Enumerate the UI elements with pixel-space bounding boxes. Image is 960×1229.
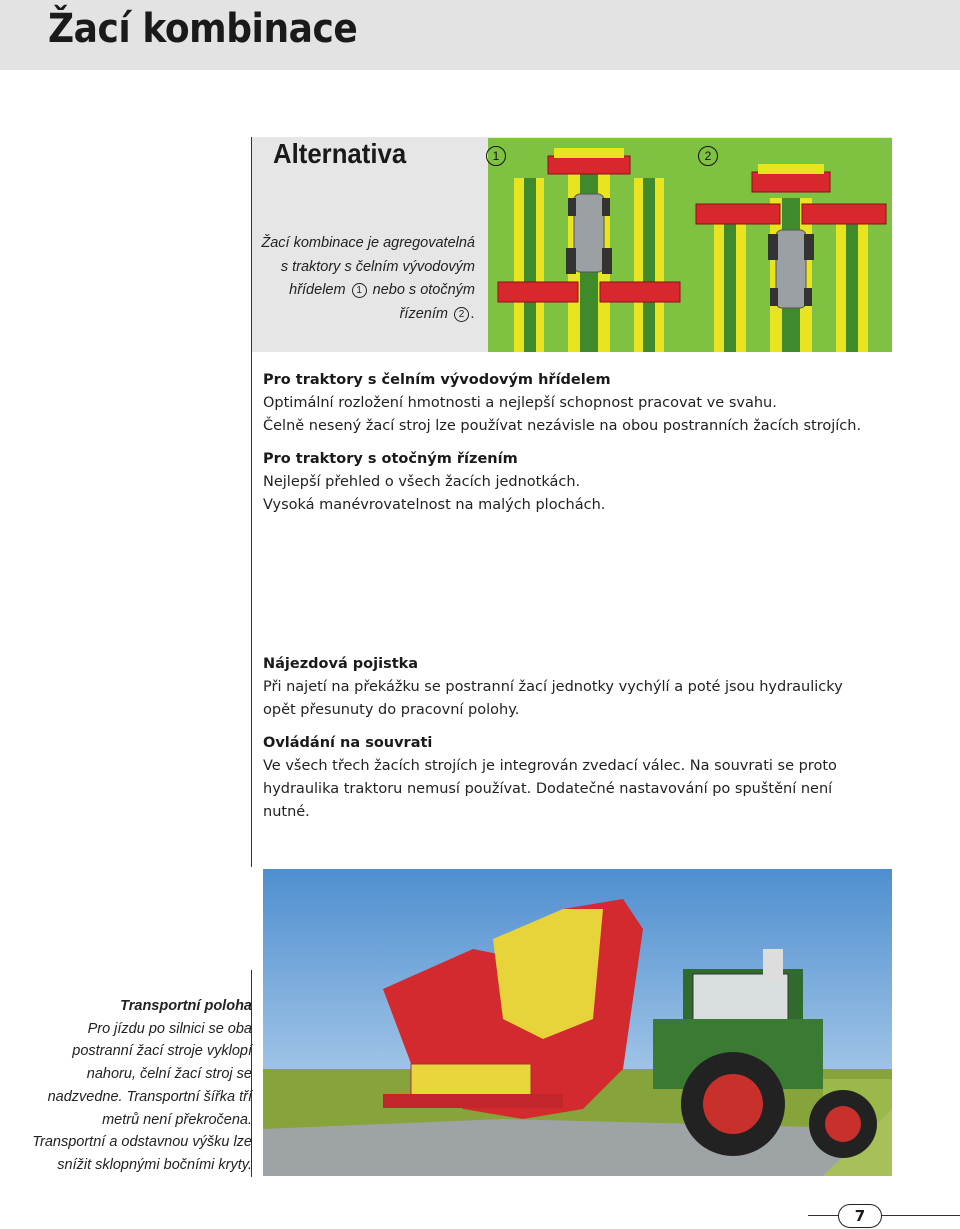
section-line: Čelně nesený žací stroj lze používat nezávisle na obou postranních žacích strojích. [263, 418, 862, 434]
section-line: Nejlepší přehled o všech žacích jednotkách. [263, 474, 581, 490]
section-heading: Nájezdová pojistka [263, 656, 419, 672]
section-line: hydraulika traktoru nemusí používat. Dodatečné nastavování po spuštění není [263, 781, 833, 797]
diagram-reverse-drive [690, 138, 892, 352]
transport-line: metrů není překročena. [102, 1111, 252, 1128]
alt-text-part: hřídelem [289, 282, 346, 298]
section-front-pto [263, 369, 883, 517]
section-line: opět přesunuty do pracovní polohy. [263, 702, 520, 718]
tractor-transport-photo [263, 869, 892, 1176]
diagram-front-pto [488, 138, 690, 352]
marker-2: 2 [454, 307, 469, 322]
transport-heading: Transportní poloha [120, 998, 252, 1014]
section-line: Optimální rozložení hmotnosti a nejlepší schopnost pracovat ve svahu. [263, 395, 777, 411]
section-line: Při najetí na překážku se postranní žací jednotky vychýlí a poté jsou hydraulicky [263, 679, 843, 695]
section-line: Ve všech třech žacích strojích je integrován zvedací válec. Na souvrati se proto [263, 758, 837, 774]
alt-text-part: . [470, 305, 475, 322]
section-line: Vysoká manévrovatelnost na malých plochách. [263, 497, 606, 513]
alt-line: Žací kombinace je agregovatelná [261, 235, 475, 251]
diagram-1-label: 1 [486, 146, 506, 166]
transport-line: snížit sklopnými bočními kryty. [57, 1156, 252, 1173]
section-heading: Pro traktory s otočným řízením [263, 451, 518, 467]
marker-1: 1 [352, 283, 367, 298]
alt-text-part: řízením [399, 305, 448, 322]
transport-line: nadzvedne. Transportní šířka tří [47, 1088, 252, 1105]
page-title: Žací kombinace [48, 6, 358, 52]
transport-line: nahoru, čelní žací stroj se [86, 1066, 252, 1083]
transport-line: Pro jízdu po silnici se oba [87, 1020, 252, 1037]
section-heading: Pro traktory s čelním vývodovým hřídelem [263, 372, 611, 388]
transport-description [30, 995, 252, 1177]
page-number: 7 [838, 1204, 882, 1228]
section-safety [263, 653, 883, 824]
transport-line: Transportní a odstavnou výšku lze [32, 1134, 252, 1151]
section-heading: Ovládání na souvrati [263, 735, 433, 751]
alternativa-description [245, 232, 475, 326]
alternativa-title: Alternativa [273, 138, 407, 169]
transport-line: postranní žací stroje vyklopí [72, 1043, 252, 1060]
alt-line [245, 279, 475, 303]
section-line: nutné. [263, 804, 310, 820]
alt-text-part: nebo s otočným [372, 282, 475, 298]
alt-line: s traktory s čelním vývodovým [280, 258, 475, 275]
diagram-2-label: 2 [698, 146, 718, 166]
alt-line [245, 303, 475, 327]
footer-rule [808, 1215, 960, 1216]
